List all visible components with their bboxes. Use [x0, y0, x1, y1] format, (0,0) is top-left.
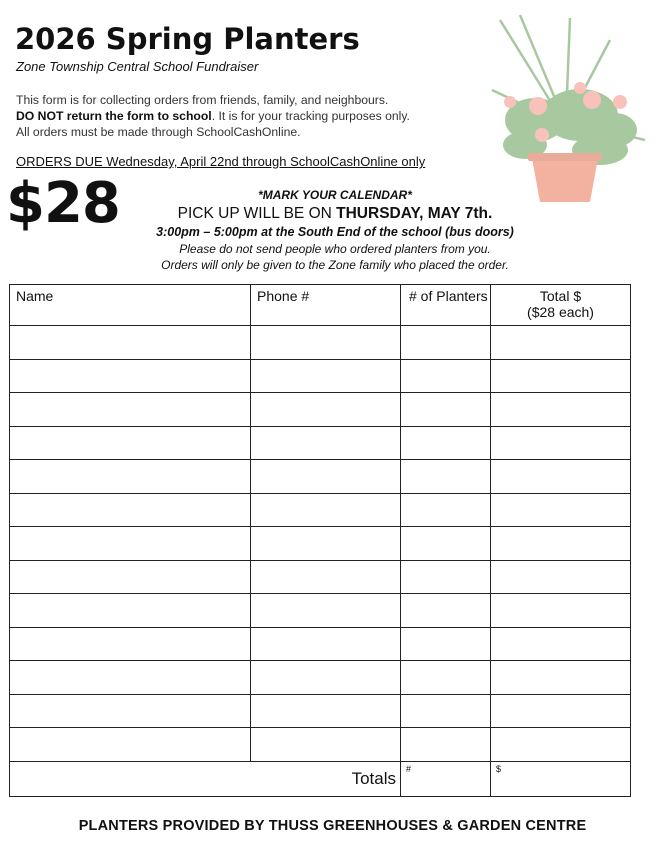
name-cell[interactable]	[10, 326, 251, 360]
name-cell[interactable]	[10, 594, 251, 628]
table-row	[10, 661, 631, 695]
total-cell[interactable]	[491, 661, 631, 695]
phone-cell[interactable]	[251, 326, 401, 360]
header-phone: Phone #	[251, 285, 401, 326]
name-cell[interactable]	[10, 728, 251, 762]
total-cell[interactable]	[491, 426, 631, 460]
phone-cell[interactable]	[251, 694, 401, 728]
geranium-planter-icon	[480, 10, 650, 205]
planters-cell[interactable]	[401, 426, 491, 460]
total-cell[interactable]	[491, 326, 631, 360]
form-title: 2026 Spring Planters	[15, 22, 360, 56]
planters-cell[interactable]	[401, 627, 491, 661]
name-cell[interactable]	[10, 694, 251, 728]
planters-cell[interactable]	[401, 460, 491, 494]
table-row	[10, 728, 631, 762]
phone-cell[interactable]	[251, 627, 401, 661]
table-row	[10, 359, 631, 393]
planters-cell[interactable]	[401, 560, 491, 594]
table-row	[10, 594, 631, 628]
totals-count-cell[interactable]: #	[401, 761, 491, 796]
name-cell[interactable]	[10, 426, 251, 460]
phone-cell[interactable]	[251, 661, 401, 695]
planters-cell[interactable]	[401, 493, 491, 527]
header-planters: # of Planters	[401, 285, 491, 326]
name-cell[interactable]	[10, 661, 251, 695]
orders-due-notice: ORDERS DUE Wednesday, April 22nd through SchoolCashOnline only	[16, 154, 426, 169]
planters-cell[interactable]	[401, 393, 491, 427]
totals-dollar-cell[interactable]: $	[491, 761, 631, 796]
total-cell[interactable]	[491, 393, 631, 427]
table-row	[10, 426, 631, 460]
pickup-time: 3:00pm – 5:00pm at the South End of the school (bus doors)	[156, 225, 514, 239]
intro-line-1: This form is for collecting orders from friends, family, and neighbours.	[16, 93, 389, 107]
table-row	[10, 627, 631, 661]
form-subtitle: Zone Township Central School Fundraiser	[16, 59, 259, 74]
phone-cell[interactable]	[251, 594, 401, 628]
total-cell[interactable]	[491, 728, 631, 762]
pickup-prefix: PICK UP WILL BE ON	[177, 205, 337, 222]
phone-cell[interactable]	[251, 460, 401, 494]
phone-cell[interactable]	[251, 393, 401, 427]
mark-calendar: *MARK YOUR CALENDAR*	[258, 188, 412, 202]
name-cell[interactable]	[10, 359, 251, 393]
intro-line-2	[16, 108, 410, 124]
total-cell[interactable]	[491, 359, 631, 393]
planters-cell[interactable]	[401, 326, 491, 360]
total-cell[interactable]	[491, 594, 631, 628]
phone-cell[interactable]	[251, 359, 401, 393]
table-row	[10, 393, 631, 427]
name-cell[interactable]	[10, 460, 251, 494]
planters-cell[interactable]	[401, 694, 491, 728]
phone-cell[interactable]	[251, 493, 401, 527]
intro-line-3: All orders must be made through SchoolCashOnline.	[16, 125, 301, 139]
total-cell[interactable]	[491, 694, 631, 728]
phone-cell[interactable]	[251, 426, 401, 460]
price-label: $28	[6, 171, 120, 236]
name-cell[interactable]	[10, 560, 251, 594]
pickup-date	[140, 205, 530, 223]
name-cell[interactable]	[10, 493, 251, 527]
header-total: Total $ ($28 each)	[491, 285, 631, 326]
phone-cell[interactable]	[251, 527, 401, 561]
planters-cell[interactable]	[401, 594, 491, 628]
phone-cell[interactable]	[251, 728, 401, 762]
phone-cell[interactable]	[251, 560, 401, 594]
planters-cell[interactable]	[401, 527, 491, 561]
footer-credit: PLANTERS PROVIDED BY THUSS GREENHOUSES & GARDEN CENTRE	[78, 818, 587, 834]
total-cell[interactable]	[491, 493, 631, 527]
pickup-day: THURSDAY, MAY 7th.	[336, 205, 493, 222]
total-cell[interactable]	[491, 460, 631, 494]
header-name: Name	[10, 285, 251, 326]
table-row	[10, 493, 631, 527]
name-cell[interactable]	[10, 627, 251, 661]
totals-row	[10, 761, 631, 796]
name-cell[interactable]	[10, 527, 251, 561]
table-row	[10, 694, 631, 728]
total-cell[interactable]	[491, 527, 631, 561]
planters-cell[interactable]	[401, 661, 491, 695]
total-cell[interactable]	[491, 627, 631, 661]
intro-warning: DO NOT return the form to school	[16, 109, 212, 123]
pickup-note-2: Orders will only be given to the Zone family who placed the order.	[161, 258, 509, 272]
pickup-note-1: Please do not send people who ordered planters from you.	[179, 242, 491, 256]
table-row	[10, 326, 631, 360]
header-total-note: ($28 each)	[527, 304, 594, 320]
total-cell[interactable]	[491, 560, 631, 594]
planters-cell[interactable]	[401, 359, 491, 393]
table-row	[10, 560, 631, 594]
intro-line-2-rest: . It is for your tracking purposes only.	[211, 109, 410, 123]
intro-text	[16, 92, 410, 140]
name-cell[interactable]	[10, 393, 251, 427]
table-row	[10, 527, 631, 561]
planters-cell[interactable]	[401, 728, 491, 762]
totals-label: Totals	[10, 761, 401, 796]
table-row	[10, 460, 631, 494]
order-table	[9, 284, 631, 797]
